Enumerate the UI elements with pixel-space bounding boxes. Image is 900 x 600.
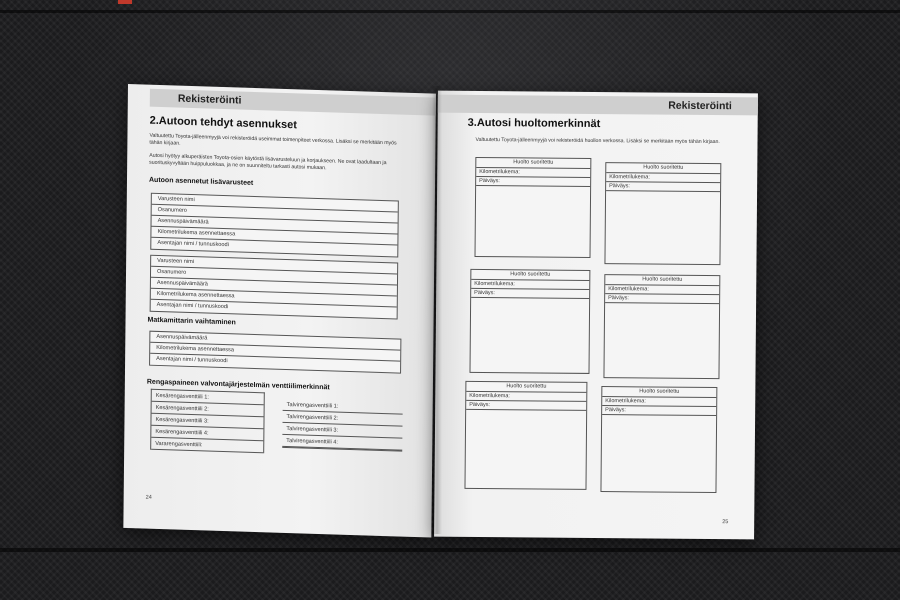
service-date-field[interactable]: Päiväys: — [476, 177, 590, 187]
section-title-service-records: 3.Autosi huoltomerkinnät — [467, 116, 601, 131]
service-intro-paragraph: Valtuutettu Toyota-jälleenmyyjä voi rekisteröidä huollon verkossa. Lisäksi se merkitään myös tähän kirjaan. — [475, 136, 720, 146]
service-odometer-field[interactable]: Kilometrilukema: — [471, 280, 589, 290]
tpms-summer-field[interactable]: Vararengasventtiili: — [151, 438, 263, 454]
tpms-summer-field[interactable]: Kesärengasventtiili 1: — [152, 390, 264, 406]
accessory-field[interactable]: Kilometrilukema asennettaessa — [151, 227, 397, 246]
tpms-winter-field[interactable]: Talvirengasventtiili 2: — [282, 411, 402, 427]
service-odometer-field[interactable]: Kilometrilukema: — [606, 173, 720, 183]
accessories-heading: Autoon asennetut lisävarusteet — [148, 176, 254, 187]
tpms-winter-list — [282, 399, 403, 452]
accessory-form-1 — [150, 193, 399, 258]
intro-paragraph-1: Valtuutettu Toyota-jälleenmyyjä voi rekisteröidä useimmat toimenpiteet verkossa. Lisäksi se merkitään myös tähän kirjaan. — [149, 132, 397, 147]
tpms-heading: Rengaspaineen valvontajärjestelmän venttiilimerkinnät — [146, 378, 330, 392]
accessory-field[interactable]: Asennuspäivämäärä — [152, 216, 398, 235]
right-page — [434, 91, 758, 540]
accessory-field[interactable]: Varusteen nimi — [151, 256, 397, 275]
service-box-title: Huolto suoritettu — [471, 270, 589, 281]
service-record-box[interactable] — [469, 269, 590, 374]
odometer-form — [149, 331, 401, 374]
right-page-header: Rekisteröinti — [438, 95, 758, 116]
tpms-winter-field[interactable]: Talvirengasventtiili 3: — [282, 423, 402, 439]
booklet-fold — [432, 86, 442, 534]
right-page-number: 25 — [722, 519, 729, 526]
accessory-field[interactable]: Asentajan nimi / tunnuskoodi — [156, 301, 229, 311]
tpms-summer-field[interactable]: Kesärengasventtiili 2: — [152, 402, 264, 418]
accessory-field[interactable]: Asennuspäivämäärä — [151, 278, 397, 297]
tpms-winter-field[interactable]: Talvirengasventtiili 4: — [282, 435, 402, 451]
tpms-summer-list — [150, 389, 265, 454]
service-record-box[interactable] — [464, 381, 587, 490]
odometer-field[interactable]: Kilometrilukema asennettaessa — [150, 343, 400, 362]
service-date-field[interactable]: Päiväys: — [602, 406, 716, 416]
accessory-form-2 — [150, 255, 399, 320]
service-odometer-field[interactable]: Kilometrilukema: — [476, 168, 590, 178]
left-page-number: 24 — [145, 494, 152, 501]
service-date-field[interactable]: Päiväys: — [466, 401, 586, 411]
accessory-field[interactable]: Osanumero — [152, 205, 398, 224]
accessory-field[interactable]: Kilometrilukema asennettaessa — [151, 289, 397, 308]
service-date-field[interactable]: Päiväys: — [605, 294, 719, 304]
accessory-field[interactable]: Asentajan nimi / tunnuskoodi — [157, 239, 229, 249]
service-date-field[interactable]: Päiväys: — [606, 182, 720, 192]
section-title-installations: 2.Autoon tehdyt asennukset — [149, 114, 297, 132]
service-box-title: Huolto suoritettu — [605, 275, 719, 286]
service-record-box[interactable] — [603, 274, 720, 379]
service-odometer-field[interactable]: Kilometrilukema: — [602, 397, 716, 407]
service-box-title: Huolto suoritettu — [602, 387, 716, 398]
service-record-box[interactable] — [600, 386, 717, 493]
service-box-title: Huolto suoritettu — [466, 382, 586, 393]
odometer-heading: Matkamittarin vaihtaminen — [147, 316, 236, 327]
service-record-box[interactable] — [475, 157, 592, 258]
service-odometer-field[interactable]: Kilometrilukema: — [605, 285, 719, 295]
odometer-field[interactable]: Asennuspäivämäärä — [150, 332, 400, 351]
service-record-box[interactable] — [604, 162, 721, 265]
tpms-summer-field[interactable]: Kesärengasventtiili 4: — [151, 426, 263, 442]
service-odometer-field[interactable]: Kilometrilukema: — [466, 392, 586, 402]
intro-paragraph-2: Autosi hyötyy alkuperäisten Toyota-osien käytöstä lisävarusteluun ja korjaukseen. Ne ovat laadultaan ja suorituskyvyltään huippuluokkaa, ja ne on suunniteltu tarkasti autosi mukaan. — [149, 152, 387, 172]
service-date-field[interactable]: Päiväys: — [471, 289, 589, 299]
accessory-field[interactable]: Varusteen nimi — [152, 194, 398, 213]
service-box-title: Huolto suoritettu — [606, 163, 720, 174]
left-page-header: Rekisteröinti — [150, 89, 436, 116]
tpms-summer-field[interactable]: Kesärengasventtiili 3: — [151, 414, 263, 430]
tpms-winter-field[interactable]: Talvirengasventtiili 1: — [283, 399, 403, 415]
odometer-field[interactable]: Asentajan nimi / tunnuskoodi — [156, 355, 228, 365]
service-box-title: Huolto suoritettu — [476, 158, 590, 169]
accessory-field[interactable]: Osanumero — [151, 267, 397, 286]
left-page — [123, 84, 436, 538]
